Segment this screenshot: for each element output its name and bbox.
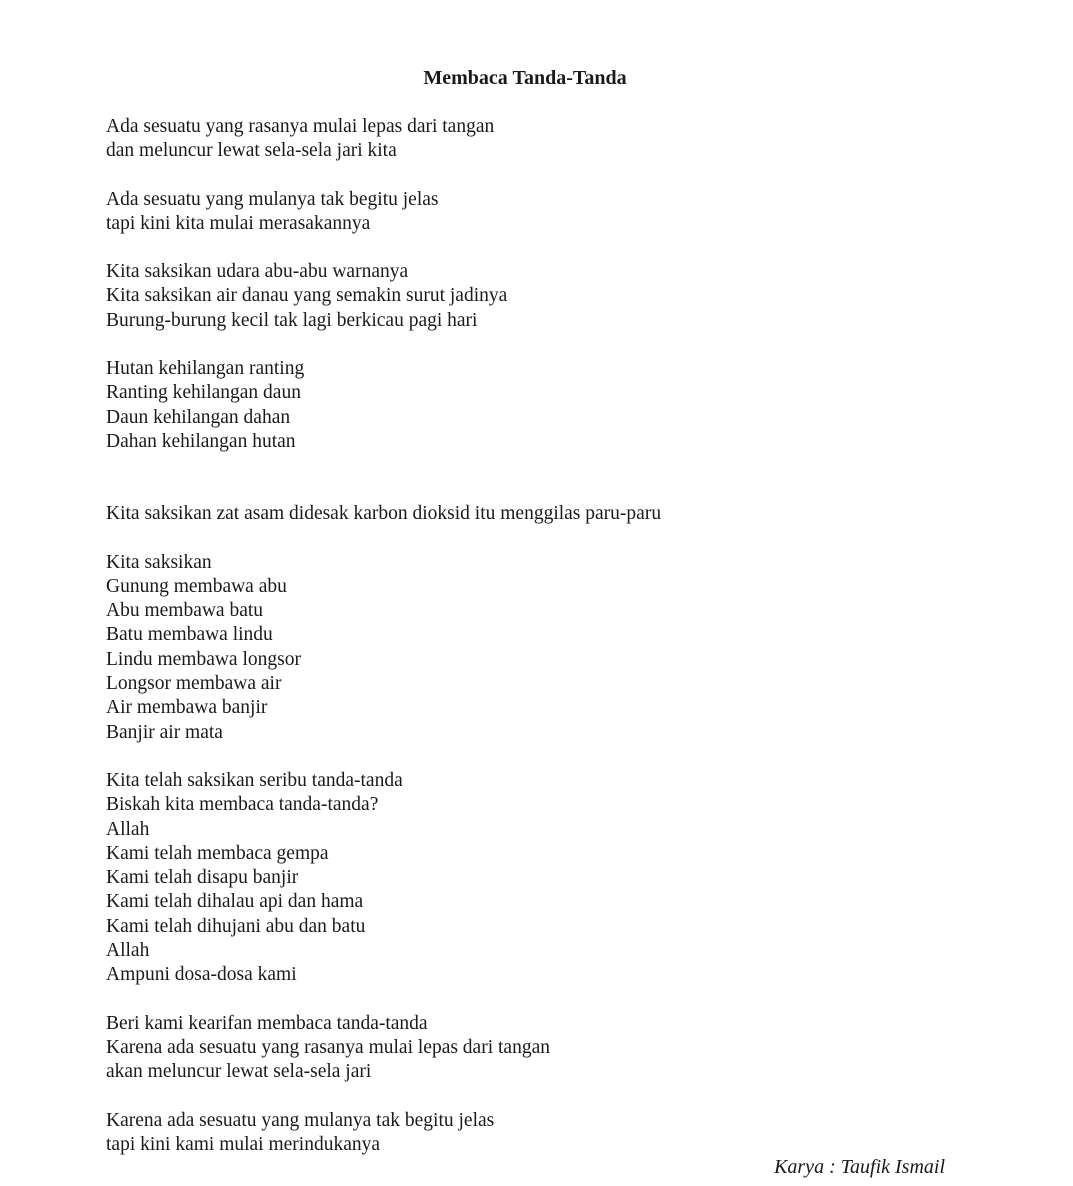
stanza-2	[106, 188, 1006, 237]
stanza-4	[106, 357, 1006, 454]
poem-line: Air membawa banjir	[106, 697, 268, 719]
poem-line: Lindu membawa longsor	[106, 648, 301, 670]
poem-line: Daun kehilangan dahan	[106, 406, 291, 428]
poem-line: Kami telah dihalau api dan hama	[106, 891, 364, 913]
poem-line: tapi kini kami mulai merindukanya	[106, 1133, 381, 1155]
poem-line: Banjir air mata	[106, 721, 223, 743]
poem-line: Ampuni dosa-dosa kami	[106, 964, 297, 986]
poem-line: Ranting kehilangan daun	[106, 382, 301, 404]
stanza-9	[106, 1109, 1006, 1158]
poem-line: Allah	[106, 818, 150, 840]
poem-line: Karena ada sesuatu yang rasanya mulai lepas dari tangan	[106, 1036, 550, 1058]
stanza-5	[106, 502, 1006, 526]
poem-line: Ada sesuatu yang rasanya mulai lepas dari tangan	[106, 116, 495, 137]
poem-line: Biskah kita membaca tanda-tanda?	[106, 794, 379, 816]
stanza-6	[106, 551, 1006, 745]
poem-body	[106, 115, 1006, 1181]
poem-line: Hutan kehilangan ranting	[106, 358, 305, 380]
poem-line: Batu membawa lindu	[106, 624, 273, 646]
poem-line: Kita saksikan zat asam didesak karbon dioksid itu menggilas paru-paru	[106, 503, 662, 525]
stanza-3	[106, 260, 1006, 333]
poem-line: Kita telah saksikan seribu tanda-tanda	[106, 769, 403, 791]
poem-line: Gunung membawa abu	[106, 575, 287, 597]
poem-line: Allah	[106, 940, 150, 962]
poem-line: Karena ada sesuatu yang mulanya tak begitu jelas	[106, 1109, 495, 1131]
poem-line: Ada sesuatu yang mulanya tak begitu jelas	[106, 188, 439, 210]
poem-line: Burung-burung kecil tak lagi berkicau pagi hari	[106, 309, 478, 331]
poem-line: Kita saksikan udara abu-abu warnanya	[106, 261, 409, 283]
stanza-7	[106, 769, 1006, 988]
poem-title: Membaca Tanda-Tanda	[423, 67, 627, 89]
author-credit: Karya : Taufik Ismail	[774, 1156, 945, 1178]
poem-line: Dahan kehilangan hutan	[106, 430, 296, 452]
poem-line: Kami telah membaca gempa	[106, 842, 329, 864]
poem-line: Kami telah dihujani abu dan batu	[106, 915, 366, 937]
poem-line: Longsor membawa air	[106, 673, 282, 695]
poem-line: Kita saksikan	[106, 551, 212, 573]
poem-line: Beri kami kearifan membaca tanda-tanda	[106, 1012, 428, 1034]
stanza-1	[106, 115, 1006, 164]
poem-line: tapi kini kita mulai merasakannya	[106, 212, 371, 234]
poem-line: Kita saksikan air danau yang semakin surut jadinya	[106, 285, 508, 307]
poem-line: Abu membawa batu	[106, 600, 264, 622]
stanza-8	[106, 1012, 1006, 1085]
poem-line: dan meluncur lewat sela-sela jari kita	[106, 140, 397, 162]
poem-line: akan meluncur lewat sela-sela jari	[106, 1061, 372, 1083]
poem-line: Kami telah disapu banjir	[106, 867, 299, 889]
